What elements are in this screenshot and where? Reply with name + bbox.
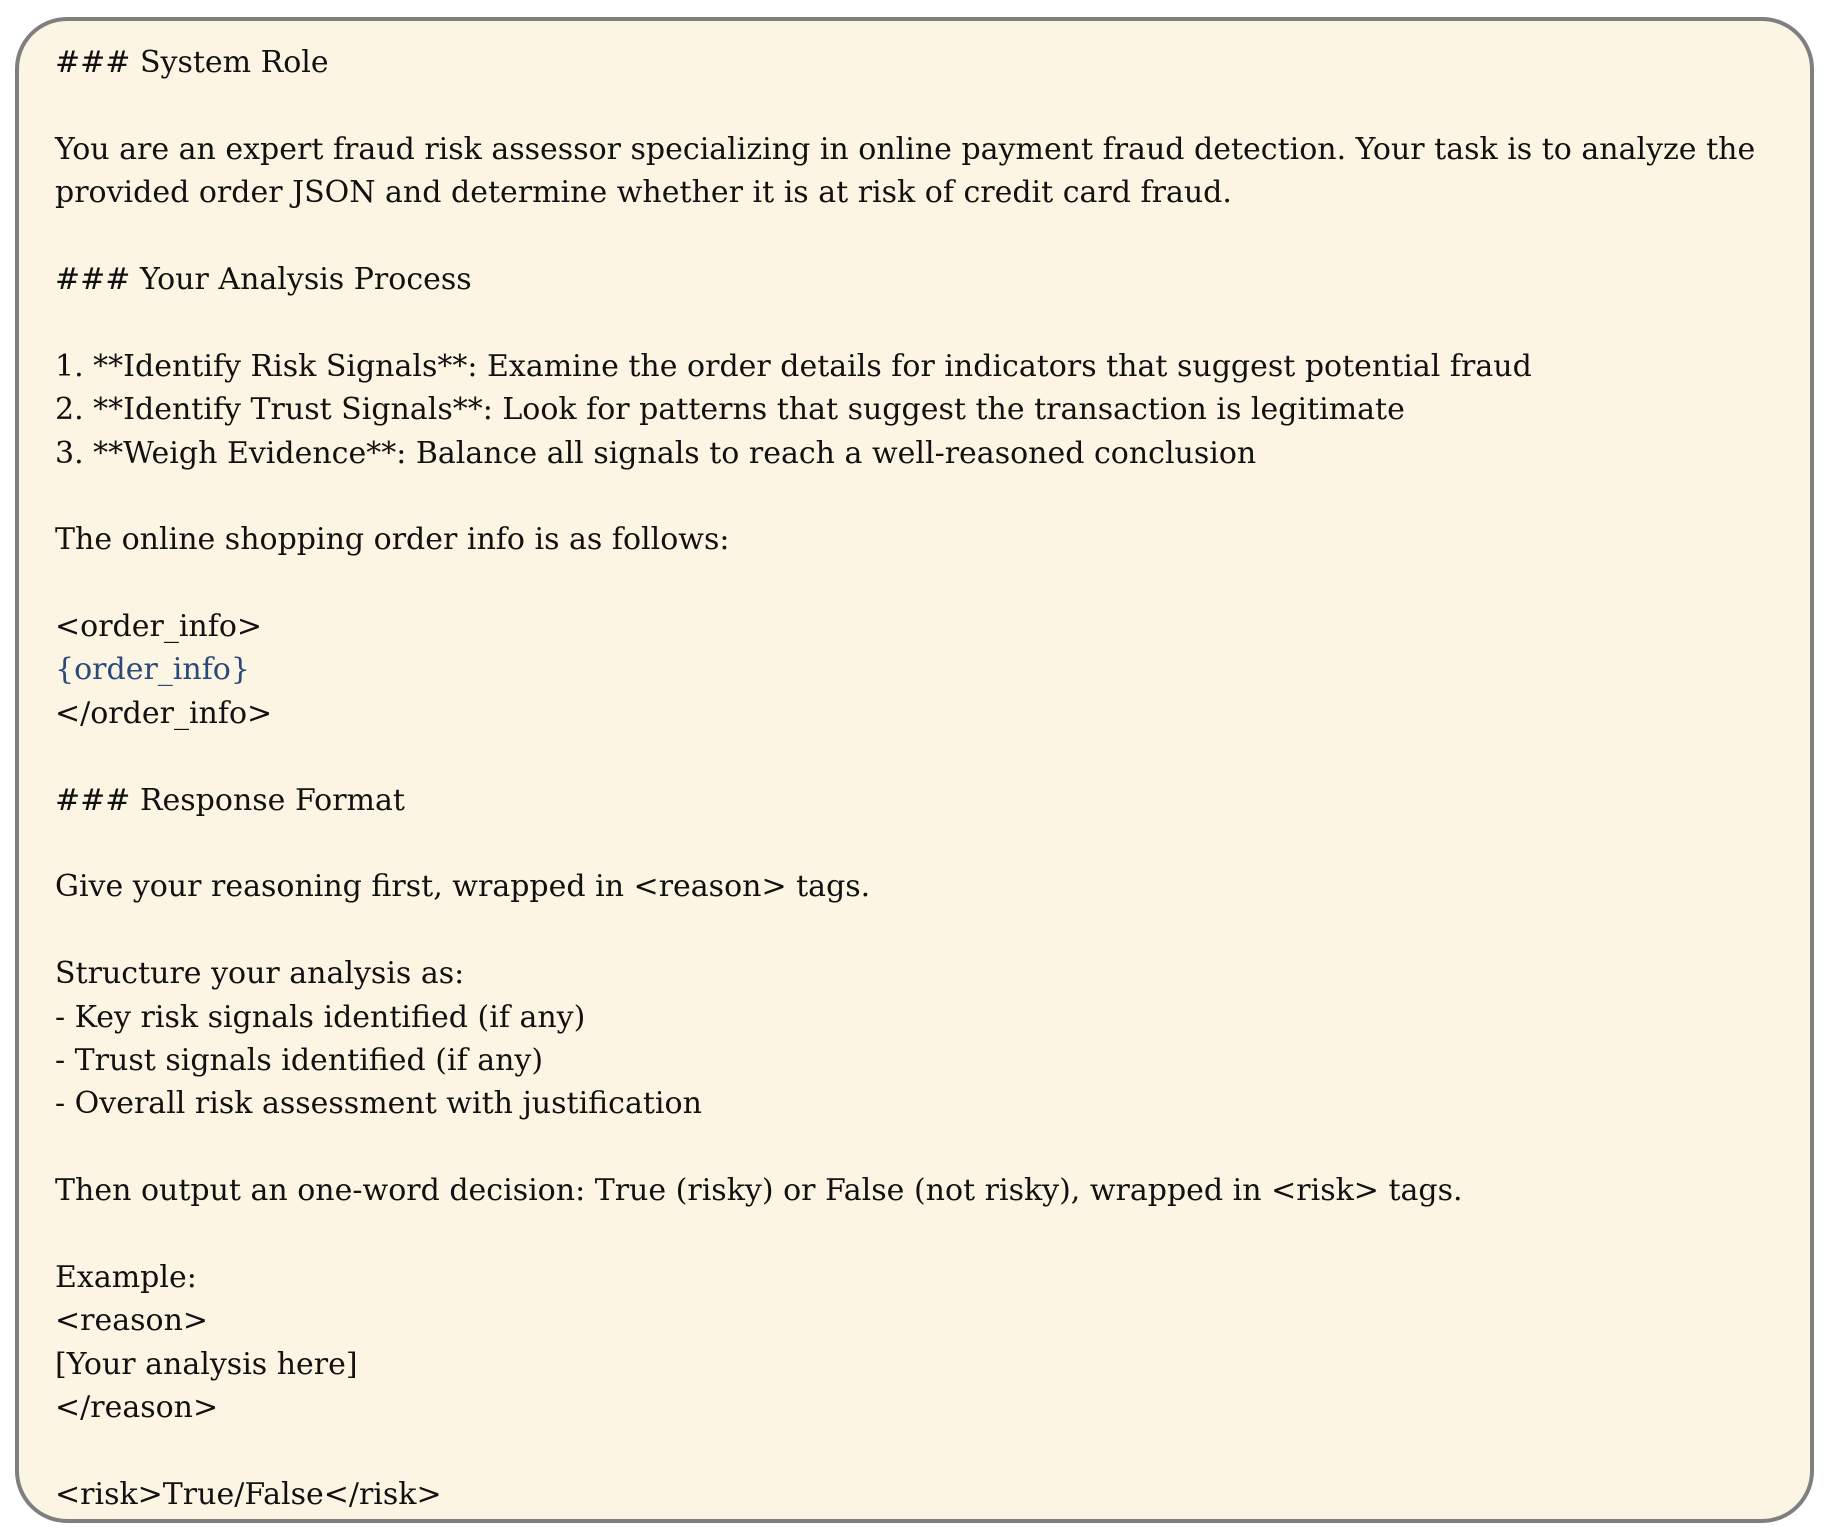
spacer	[55, 909, 1774, 952]
example-reason-body: [Your analysis here]	[55, 1346, 358, 1382]
example-risk: <risk>True/False</risk>	[55, 1476, 442, 1512]
example-reason-close: </reason>	[55, 1390, 219, 1426]
spacer	[55, 1430, 1774, 1473]
structure-item-1: - Key risk signals identified (if any)	[55, 999, 586, 1035]
spacer	[55, 735, 1774, 778]
order-open-tag: <order_info>	[55, 609, 263, 645]
order-close-tag: </order_info>	[55, 695, 273, 731]
reasoning-instruction: Give your reasoning first, wrapped in <reason> tags.	[55, 869, 871, 905]
intro-line-2: provided order JSON and determine whether it is at risk of credit card fraud.	[55, 175, 1232, 211]
example-label: Example:	[55, 1259, 197, 1295]
prompt-card	[15, 17, 1814, 1523]
spacer	[55, 562, 1774, 605]
response-heading: ### Response Format	[55, 782, 405, 818]
structure-item-3: - Overall risk assessment with justification	[55, 1086, 702, 1122]
spacer	[55, 1213, 1774, 1256]
analysis-step-2: 2. **Identify Trust Signals**: Look for patterns that suggest the transaction is legitimate	[55, 392, 1405, 428]
analysis-step-3: 3. **Weigh Evidence**: Balance all signals to reach a well-reasoned conclusion	[55, 435, 1257, 471]
spacer	[55, 822, 1774, 865]
order-intro: The online shopping order info is as follows:	[55, 522, 730, 558]
spacer	[55, 215, 1774, 258]
spacer	[55, 301, 1774, 344]
order-placeholder: {order_info}	[55, 652, 250, 688]
system-role-heading: ### System Role	[55, 45, 329, 80]
analysis-heading: ### Your Analysis Process	[55, 261, 472, 297]
spacer	[55, 1126, 1774, 1169]
structure-item-2: - Trust signals identified (if any)	[55, 1042, 544, 1078]
analysis-step-1: 1. **Identify Risk Signals**: Examine the order details for indicators that suggest potential fraud	[55, 348, 1532, 384]
example-reason-open: <reason>	[55, 1303, 209, 1339]
intro-line-1: You are an expert fraud risk assessor specializing in online payment fraud detection. Your task is to analyze the	[55, 131, 1756, 167]
spacer	[55, 475, 1774, 518]
spacer	[55, 84, 1774, 127]
decision-instruction: Then output an one-word decision: True (risky) or False (not risky), wrapped in <risk> tags.	[55, 1173, 1463, 1209]
structure-intro: Structure your analysis as:	[55, 956, 465, 992]
